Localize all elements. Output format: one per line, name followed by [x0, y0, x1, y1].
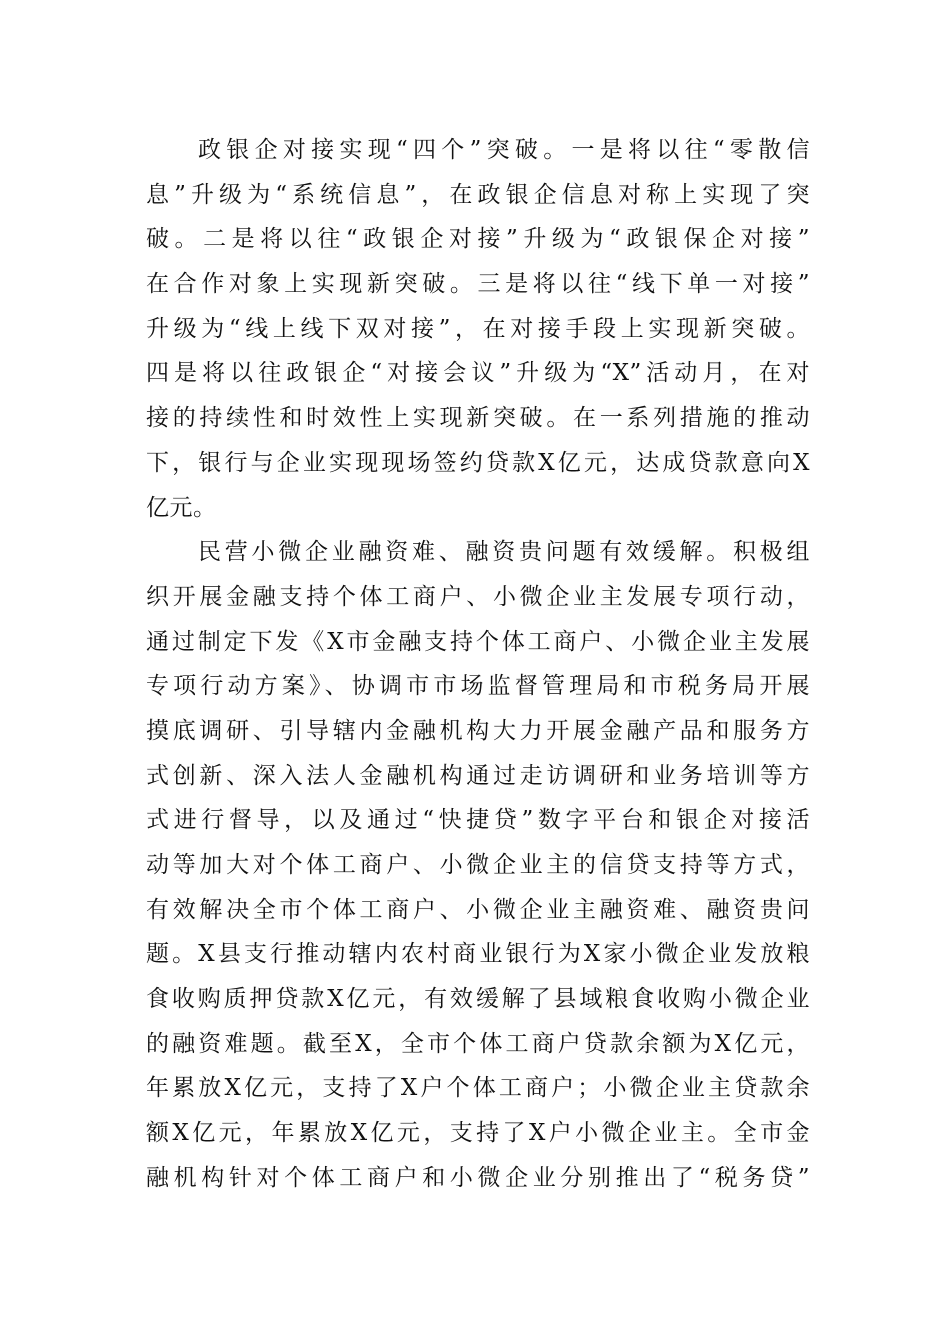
paragraph-line: 通过制定下发《X市金融支持个体工商户、小微企业主发展	[146, 628, 810, 655]
paragraph-line: 题。X县支行推动辖内农村商业银行为X家小微企业发放粮	[146, 941, 810, 968]
paragraph-bank-enterprise-docking	[146, 128, 810, 530]
paragraph-line: 年累放X亿元，支持了X户个体工商户；小微企业主贷款余	[146, 1075, 810, 1102]
paragraph-line: 破。二是将以往“政银企对接”升级为“政银保企对接”	[146, 226, 810, 253]
paragraph-line: 式进行督导，以及通过“快捷贷”数字平台和银企对接活	[146, 807, 810, 834]
paragraph-line: 有效解决全市个体工商户、小微企业主融资难、融资贵问	[146, 896, 810, 923]
paragraph-line: 织开展金融支持个体工商户、小微企业主发展专项行动，	[146, 583, 810, 610]
paragraph-line: 额X亿元，年累放X亿元，支持了X户小微企业主。全市金	[146, 1120, 810, 1147]
body-text	[146, 128, 810, 1201]
paragraph-line: 亿元。	[146, 494, 217, 521]
paragraph-line: 食收购质押贷款X亿元，有效缓解了县域粮食收购小微企业	[146, 986, 810, 1013]
paragraph-line: 摸底调研、引导辖内金融机构大力开展金融产品和服务方	[146, 717, 810, 744]
paragraph-line: 政银企对接实现“四个”突破。一是将以往“零散信	[198, 137, 810, 163]
paragraph-line: 息”升级为“系统信息”，在政银企信息对称上实现了突	[146, 181, 810, 208]
paragraph-small-micro-financing	[146, 530, 810, 1200]
paragraph-line: 式创新、深入法人金融机构通过走访调研和业务培训等方	[146, 762, 810, 789]
paragraph-line: 接的持续性和时效性上实现新突破。在一系列措施的推动	[146, 405, 810, 432]
paragraph-line: 下，银行与企业实现现场签约贷款X亿元，达成贷款意向X	[146, 449, 810, 476]
paragraph-line: 融机构针对个体工商户和小微企业分别推出了“税务贷”	[146, 1164, 810, 1191]
paragraph-line: 四是将以往政银企“对接会议”升级为“X”活动月，在对	[146, 360, 810, 387]
paragraph-line: 升级为“线上线下双对接”，在对接手段上实现新突破。	[146, 315, 810, 342]
paragraph-line: 的融资难题。截至X，全市个体工商户贷款余额为X亿元，	[146, 1030, 810, 1057]
paragraph-line: 专项行动方案》、协调市市场监督管理局和市税务局开展	[146, 673, 810, 700]
paragraph-line: 动等加大对个体工商户、小微企业主的信贷支持等方式，	[146, 852, 810, 878]
paragraph-line: 在合作对象上实现新突破。三是将以往“线下单一对接”	[146, 271, 810, 298]
paragraph-line: 民营小微企业融资难、融资贵问题有效缓解。积极组	[198, 539, 810, 566]
